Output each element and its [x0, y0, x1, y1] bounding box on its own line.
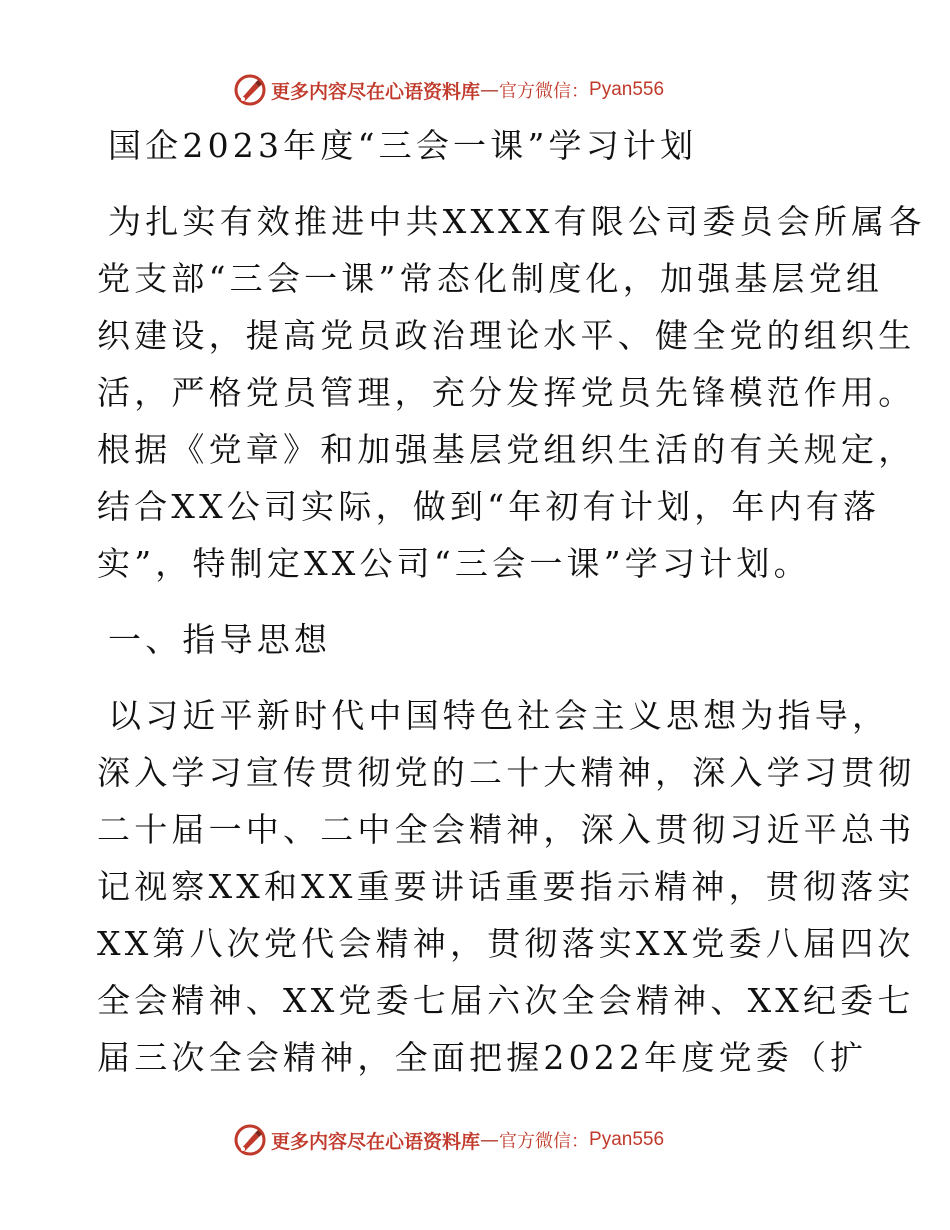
intro-line: 为扎实有效推进中共XXXX有限公司委员会所属各 — [108, 202, 926, 241]
watermark-label: 官方微信： — [499, 81, 590, 102]
watermark-dash: — — [480, 79, 500, 101]
section-line: 以习近平新时代中国特色社会主义思想为指导， — [108, 696, 890, 735]
intro-line: 党支部“三会一课”常态化制度化，加强基层党组 — [97, 259, 884, 298]
watermark-main-text: 更多内容尽在心语资料库 — [271, 1130, 481, 1153]
section-line: 二十届一中、二中全会精神，深入贯彻习近平总书 — [97, 810, 916, 849]
intro-line: 根据《党章》和加强基层党组织生活的有关规定， — [97, 430, 916, 469]
watermark-wechat-id: Pyan556 — [589, 1129, 665, 1150]
section-line: 深入学习宣传贯彻党的二十大精神，深入学习贯彻 — [97, 753, 916, 792]
pen-logo-icon — [233, 1123, 267, 1157]
watermark-header — [233, 72, 664, 108]
watermark-label: 官方微信： — [499, 1131, 590, 1152]
document-title: 国企2023年度“三会一课”学习计划 — [108, 126, 698, 165]
intro-line: 织建设，提高党员政治理论水平、健全党的组织生 — [97, 316, 916, 355]
watermark-main-text: 更多内容尽在心语资料库 — [271, 80, 481, 103]
pen-logo-icon — [233, 73, 267, 107]
intro-line: 活，严格党员管理，充分发挥党员先锋模范作用。 — [97, 373, 916, 412]
section-line: 记视察XX和XX重要讲话重要指示精神，贯彻落实 — [97, 867, 915, 906]
section-line: XX第八次党代会精神，贯彻落实XX党委八届四次 — [97, 924, 915, 963]
intro-line: 结合XX公司实际，做到“年初有计划，年内有落 — [97, 487, 881, 526]
watermark-wechat-id: Pyan556 — [589, 79, 665, 100]
watermark-footer — [233, 1122, 664, 1158]
section-line: 届三次全会精神，全面把握2022年度党委（扩 — [97, 1038, 868, 1077]
section-line: 全会精神、XX党委七届六次全会精神、XX纪委七 — [97, 981, 915, 1020]
watermark-dash: — — [480, 1129, 500, 1151]
section-heading: 一、指导思想 — [108, 620, 332, 659]
intro-line: 实”，特制定XX公司“三会一课”学习计划。 — [97, 544, 811, 583]
